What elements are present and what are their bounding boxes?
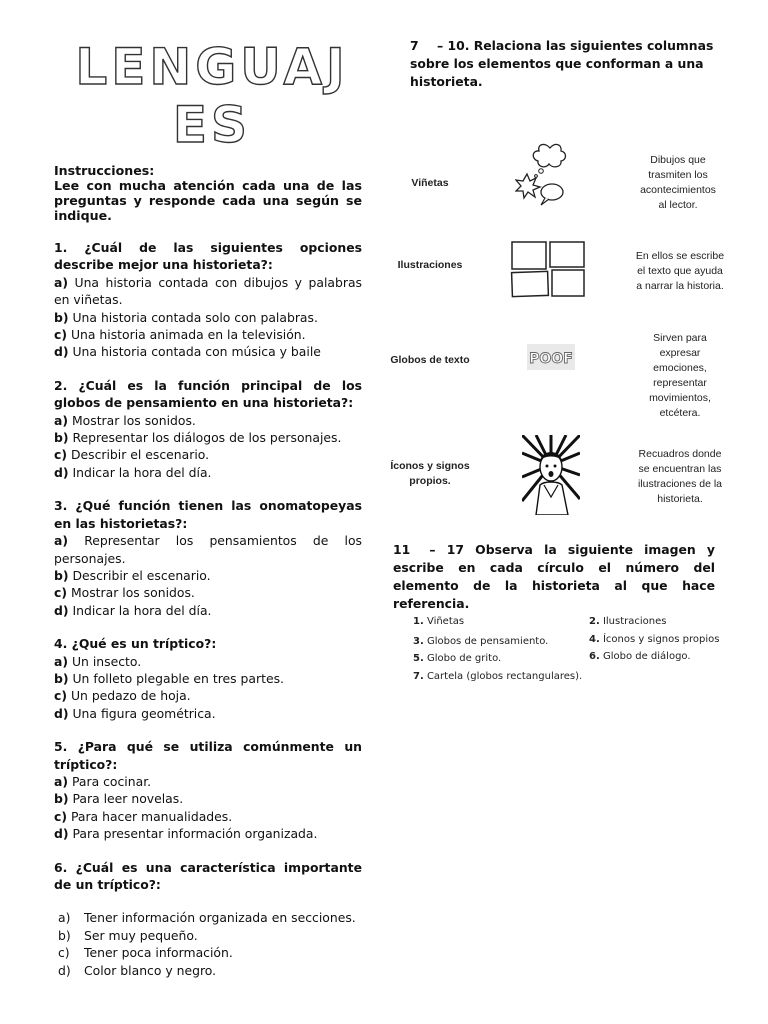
poof-text: POOF (529, 351, 573, 367)
legend-item: 4. Íconos y signos propios (589, 633, 720, 645)
instructions (54, 163, 362, 223)
surprised-character-icon (522, 435, 580, 515)
section-11-17-heading (393, 541, 715, 613)
question-5 (54, 738, 362, 842)
answer-option: c) Una historia animada en la televisión. (54, 327, 306, 343)
legend-right (589, 613, 739, 666)
section-11-17-number: 11 (393, 542, 411, 557)
answer-option: b) Representar los diálogos de los personajes. (54, 430, 342, 446)
definition-4: Recuadros donde se encuentran las ilustraciones de la historieta. (637, 448, 723, 505)
question-6-options (54, 909, 362, 979)
answer-option: d) Una figura geométrica. (54, 705, 216, 721)
comic-panels-icon (510, 240, 586, 298)
section-11-17-heading-text: – 17 Observa la siguiente imagen y escribe en cada círculo el número del elemento de la historieta al que hace referencia. (393, 542, 715, 611)
question-stem: 5. ¿Para qué se utiliza comúnmente un tríptico?: (54, 739, 362, 772)
answer-option: c) Describir el escenario. (54, 447, 210, 463)
legend-item: 7. Cartela (globos rectangulares). (413, 670, 583, 682)
question-6 (54, 859, 362, 894)
speech-bubbles-icon (515, 140, 585, 210)
row-label-ilustraciones: Ilustraciones (397, 259, 463, 271)
answer-option: a) Mostrar los sonidos. (54, 412, 196, 428)
answer-option: b) Para leer novelas. (54, 791, 184, 807)
definition-3: Sirven para expresar emociones, representar movimientos, etcétera. (649, 332, 711, 419)
section-7-10-number: 7 (410, 38, 419, 53)
question-2 (54, 377, 362, 481)
question-stem: 6. ¿Cuál es una característica importante de un tríptico?: (54, 859, 362, 892)
answer-option: d) Indicar la hora del día. (54, 464, 212, 480)
legend-item: 6. Globo de diálogo. (589, 651, 691, 662)
legend-left (413, 613, 593, 685)
definition-1: Dibujos que trasmiten los acontecimientos al lector. (640, 154, 716, 211)
answer-option: b) Un folleto plegable en tres partes. (54, 670, 284, 686)
answer-option: c) Mostrar los sonidos. (54, 585, 195, 601)
legend-item: 1. Viñetas (413, 616, 465, 627)
poof-onomatopoeia-icon (527, 342, 575, 372)
question-stem: 3. ¿Qué función tienen las onomatopeyas en las historietas?: (54, 498, 362, 531)
row-label-iconos-y-signos: Íconos y signos propios. (390, 460, 470, 487)
definition-2: En ellos se escribe el texto que ayuda a narrar la historia. (635, 250, 725, 292)
questions-list (54, 239, 362, 893)
row-label-vinetas: Viñetas (411, 177, 449, 189)
question-stem: 2. ¿Cuál es la función principal de los globos de pensamiento en una historieta?: (54, 377, 362, 411)
answer-option: b) Una historia contada solo con palabras. (54, 309, 318, 325)
answer-option: a) Para cocinar. (54, 773, 152, 789)
worksheet-title (62, 38, 362, 154)
instructions-text: Lee con mucha atención cada una de las preguntas y responde cada una según se indique. (54, 178, 362, 223)
title-line-2: ES (172, 96, 252, 154)
answer-option: c) Un pedazo de hoja. (54, 688, 191, 704)
answer-option: c) Para hacer manualidades. (54, 808, 233, 824)
answer-option: a) Una historia contada con dibujos y palabras en viñetas. (54, 274, 362, 308)
instructions-heading: Instrucciones: (54, 163, 155, 178)
section-7-10-heading (410, 37, 720, 91)
legend-item: 5. Globo de grito. (413, 653, 502, 664)
answer-option: d) Indicar la hora del día. (54, 602, 212, 618)
answer-option: a) Tener información organizada en secciones. (58, 910, 356, 926)
answer-option: d) Para presentar información organizada. (54, 826, 318, 842)
question-stem: 1. ¿Cuál de las siguientes opciones describe mejor una historieta?: (54, 240, 362, 273)
answer-option: a) Un insecto. (54, 653, 142, 669)
answer-option: a) Representar los pensamientos de los personajes. (54, 533, 362, 566)
question-4 (54, 635, 362, 722)
legend-item: 2. Ilustraciones (589, 616, 667, 627)
legend-item: 3. Globos de pensamiento. (413, 635, 549, 647)
matching-table (380, 135, 740, 525)
question-stem: 4. ¿Qué es un tríptico?: (54, 636, 217, 652)
answer-option: d) Una historia contada con música y baile (54, 344, 321, 360)
answer-option: d) Color blanco y negro. (58, 962, 217, 978)
answer-option: b) Describir el escenario. (54, 567, 211, 583)
question-3 (54, 497, 362, 619)
question-1 (54, 239, 362, 361)
section-7-10-heading-text: – 10. Relaciona las siguientes columnas sobre los elementos que conforman a una historieta. (410, 38, 714, 89)
answer-option: b) Ser muy pequeño. (58, 927, 198, 943)
left-column (54, 163, 362, 979)
title-line-1: LENGUAJ (75, 38, 349, 96)
row-label-globos-de-texto: Globos de texto (390, 354, 470, 366)
answer-option: c) Tener poca información. (58, 945, 233, 961)
